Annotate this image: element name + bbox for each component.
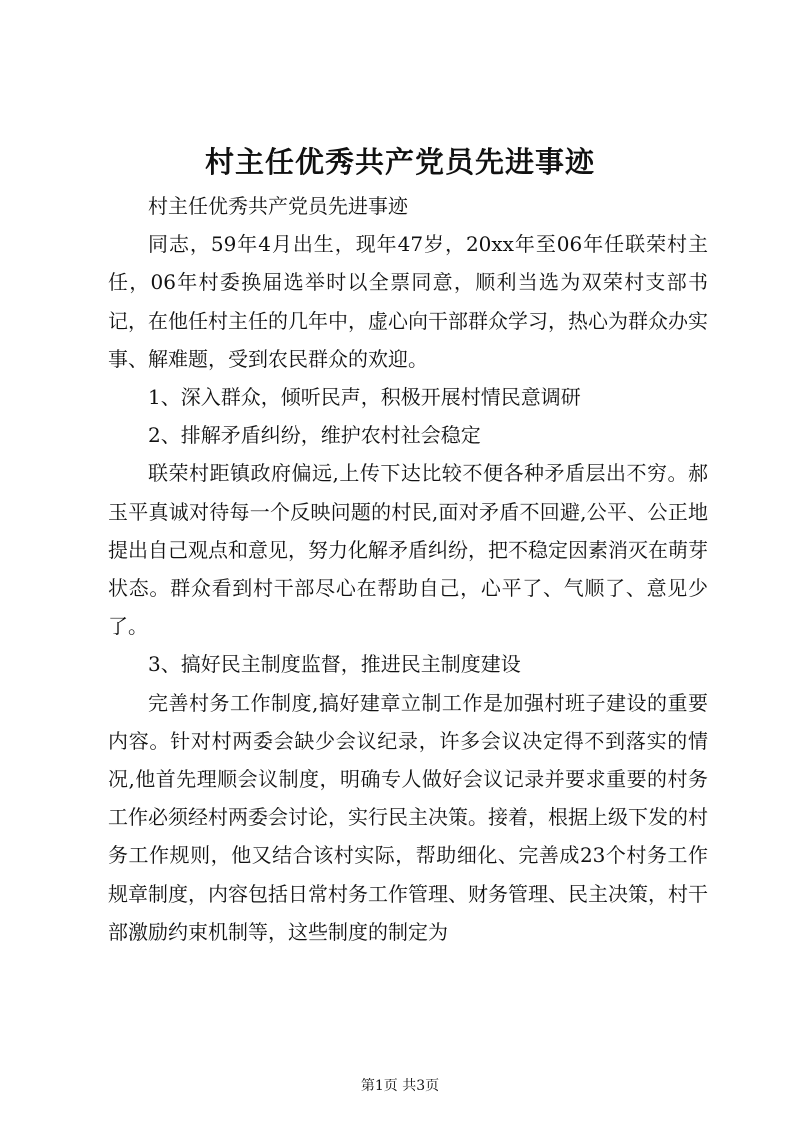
section-heading-2: 2、排解矛盾纠纷，维护农村社会稳定: [148, 423, 481, 448]
document-body: [108, 187, 708, 951]
page-number: 第1页 共3页: [360, 1078, 440, 1094]
section-heading-1: 1、深入群众，倾听民声，积极开展村情民意调研: [148, 385, 581, 410]
paragraph-rules: 完善村务工作制度,搞好建章立制工作是加强村班子建设的重要内容。针对村两委会缺少会议纪录，许多会议决定得不到落实的情况,他首先理顺会议制度，明确专人做好会议记录并要求重要的村务工作必须经村两委会讨论，实行民主决策。接着，根据上级下发的村务工作规则，他又结合该村实际，帮助细化、完善成23个村务工作规章制度，内容包括日常村务工作管理、财务管理、民主决策，村干部激励约束机制等，这些制度的制定为: [108, 690, 708, 944]
document-title: 村主任优秀共产党员先进事迹: [204, 145, 595, 179]
paragraph-intro: 同志，59年4月出生，现年47岁，20xx年至06年任联荣村主任，06年村委换届选举时以全票同意，顺利当选为双荣村支部书记，在他任村主任的几年中，虚心向干部群众学习，热心为群众办实事、解难题，受到农民群众的欢迎。: [108, 232, 708, 371]
paragraph-disputes: 联荣村距镇政府偏远,上传下达比较不便各种矛盾层出不穷。郝玉平真诚对待每一个反映问题的村民,面对矛盾不回避,公平、公正地提出自己观点和意见，努力化解矛盾纠纷，把不稳定因素消灭在萌芽状态。群众看到村干部尽心在帮助自己，心平了、气顺了、意见少了。: [108, 461, 708, 639]
paragraph-subtitle: 村主任优秀共产党员先进事迹: [148, 194, 408, 218]
section-heading-3: 3、搞好民主制度监督，推进民主制度建设: [148, 652, 521, 677]
